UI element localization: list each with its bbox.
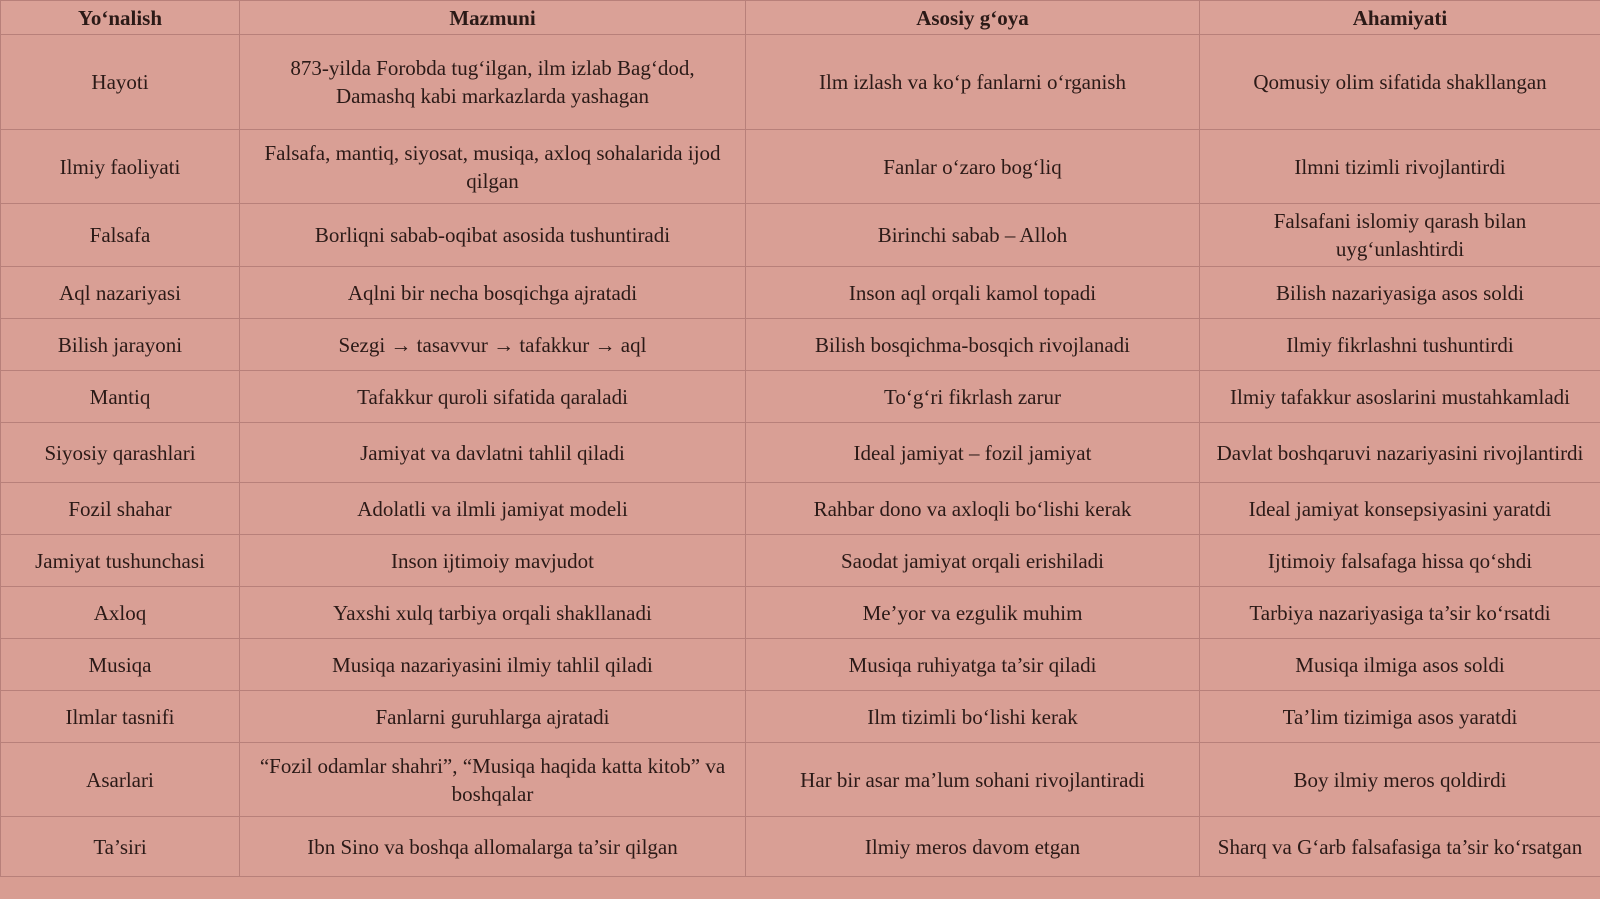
table-cell: Rahbar dono va axloqli bo‘lishi kerak — [746, 483, 1200, 535]
table-cell: Falsafani islomiy qarash bilan uyg‘unlashtirdi — [1200, 204, 1600, 267]
table-cell: Mantiq — [1, 371, 240, 423]
table-cell: Falsafa — [1, 204, 240, 267]
table-cell: Har bir asar ma’lum sohani rivojlantiradi — [746, 743, 1200, 817]
table-cell: Ta’lim tizimiga asos yaratdi — [1200, 691, 1600, 743]
table-cell: Ideal jamiyat – fozil jamiyat — [746, 423, 1200, 483]
table-row — [1, 639, 1600, 691]
table-row — [1, 587, 1600, 639]
table-cell: Borliqni sabab-oqibat asosida tushuntiradi — [240, 204, 746, 267]
table-cell: Tarbiya nazariyasiga ta’sir ko‘rsatdi — [1200, 587, 1600, 639]
table-row — [1, 535, 1600, 587]
table-cell: Ta’siri — [1, 817, 240, 877]
table-cell: Inson aql orqali kamol topadi — [746, 267, 1200, 319]
table-row — [1, 204, 1600, 267]
table-row — [1, 423, 1600, 483]
table-cell: Yaxshi xulq tarbiya orqali shakllanadi — [240, 587, 746, 639]
table-cell: Siyosiy qarashlari — [1, 423, 240, 483]
table-cell: Aqlni bir necha bosqichga ajratadi — [240, 267, 746, 319]
table-row — [1, 267, 1600, 319]
table-row — [1, 371, 1600, 423]
table-cell: To‘g‘ri fikrlash zarur — [746, 371, 1200, 423]
table-row — [1, 691, 1600, 743]
table-cell: Ijtimoiy falsafaga hissa qo‘shdi — [1200, 535, 1600, 587]
table-cell: Tafakkur quroli sifatida qaraladi — [240, 371, 746, 423]
table-cell: Bilish jarayoni — [1, 319, 240, 371]
table-cell: Sharq va G‘arb falsafasiga ta’sir ko‘rsatgan — [1200, 817, 1600, 877]
header-cell-significance: Ahamiyati — [1200, 1, 1600, 35]
table-cell: Ilm izlash va ko‘p fanlarni o‘rganish — [746, 35, 1200, 130]
table-cell: Falsafa, mantiq, siyosat, musiqa, axloq sohalarida ijod qilgan — [240, 130, 746, 204]
table-cell: Musiqa ilmiga asos soldi — [1200, 639, 1600, 691]
table-cell: Jamiyat va davlatni tahlil qiladi — [240, 423, 746, 483]
table-row — [1, 35, 1600, 130]
table-cell: Musiqa nazariyasini ilmiy tahlil qiladi — [240, 639, 746, 691]
table-cell: Ilmiy fikrlashni tushuntirdi — [1200, 319, 1600, 371]
table-cell: Qomusiy olim sifatida shakllangan — [1200, 35, 1600, 130]
table-cell: Fozil shahar — [1, 483, 240, 535]
table-cell: Inson ijtimoiy mavjudot — [240, 535, 746, 587]
table-cell: Ibn Sino va boshqa allomalarga ta’sir qilgan — [240, 817, 746, 877]
table-cell: Saodat jamiyat orqali erishiladi — [746, 535, 1200, 587]
table-cell: Axloq — [1, 587, 240, 639]
header-row — [1, 1, 1600, 35]
table-cell: Jamiyat tushunchasi — [1, 535, 240, 587]
header-cell-content: Mazmuni — [240, 1, 746, 35]
table-cell: Asarlari — [1, 743, 240, 817]
table-body — [1, 35, 1600, 877]
table-row — [1, 817, 1600, 877]
table-cell: Adolatli va ilmli jamiyat modeli — [240, 483, 746, 535]
table-cell: Bilish nazariyasiga asos soldi — [1200, 267, 1600, 319]
table-cell: Sezgi → tasavvur → tafakkur → aql — [240, 319, 746, 371]
header-cell-direction: Yo‘nalish — [1, 1, 240, 35]
table-cell: Fanlar o‘zaro bog‘liq — [746, 130, 1200, 204]
table-cell: 873-yilda Forobda tug‘ilgan, ilm izlab Bag‘dod, Damashq kabi markazlarda yashagan — [240, 35, 746, 130]
table-row — [1, 319, 1600, 371]
table-cell: Ilmiy meros davom etgan — [746, 817, 1200, 877]
table-cell: Ideal jamiyat konsepsiyasini yaratdi — [1200, 483, 1600, 535]
table-cell: Boy ilmiy meros qoldirdi — [1200, 743, 1600, 817]
table-header — [1, 1, 1600, 35]
table-row — [1, 130, 1600, 204]
table-cell: Ilm tizimli bo‘lishi kerak — [746, 691, 1200, 743]
table-cell: Ilmiy tafakkur asoslarini mustahkamladi — [1200, 371, 1600, 423]
table-row — [1, 743, 1600, 817]
table-cell: Fanlarni guruhlarga ajratadi — [240, 691, 746, 743]
table-cell: Me’yor va ezgulik muhim — [746, 587, 1200, 639]
table-cell: Ilmni tizimli rivojlantirdi — [1200, 130, 1600, 204]
table-cell: Ilmlar tasnifi — [1, 691, 240, 743]
table-cell: Ilmiy faoliyati — [1, 130, 240, 204]
table-row — [1, 483, 1600, 535]
table-cell: “Fozil odamlar shahri”, “Musiqa haqida katta kitob” va boshqalar — [240, 743, 746, 817]
table-cell: Birinchi sabab – Alloh — [746, 204, 1200, 267]
table-cell: Davlat boshqaruvi nazariyasini rivojlantirdi — [1200, 423, 1600, 483]
table-cell: Aql nazariyasi — [1, 267, 240, 319]
table-cell: Musiqa — [1, 639, 240, 691]
table-cell: Bilish bosqichma-bosqich rivojlanadi — [746, 319, 1200, 371]
table-cell: Hayoti — [1, 35, 240, 130]
table-cell: Musiqa ruhiyatga ta’sir qiladi — [746, 639, 1200, 691]
header-cell-main-idea: Asosiy g‘oya — [746, 1, 1200, 35]
